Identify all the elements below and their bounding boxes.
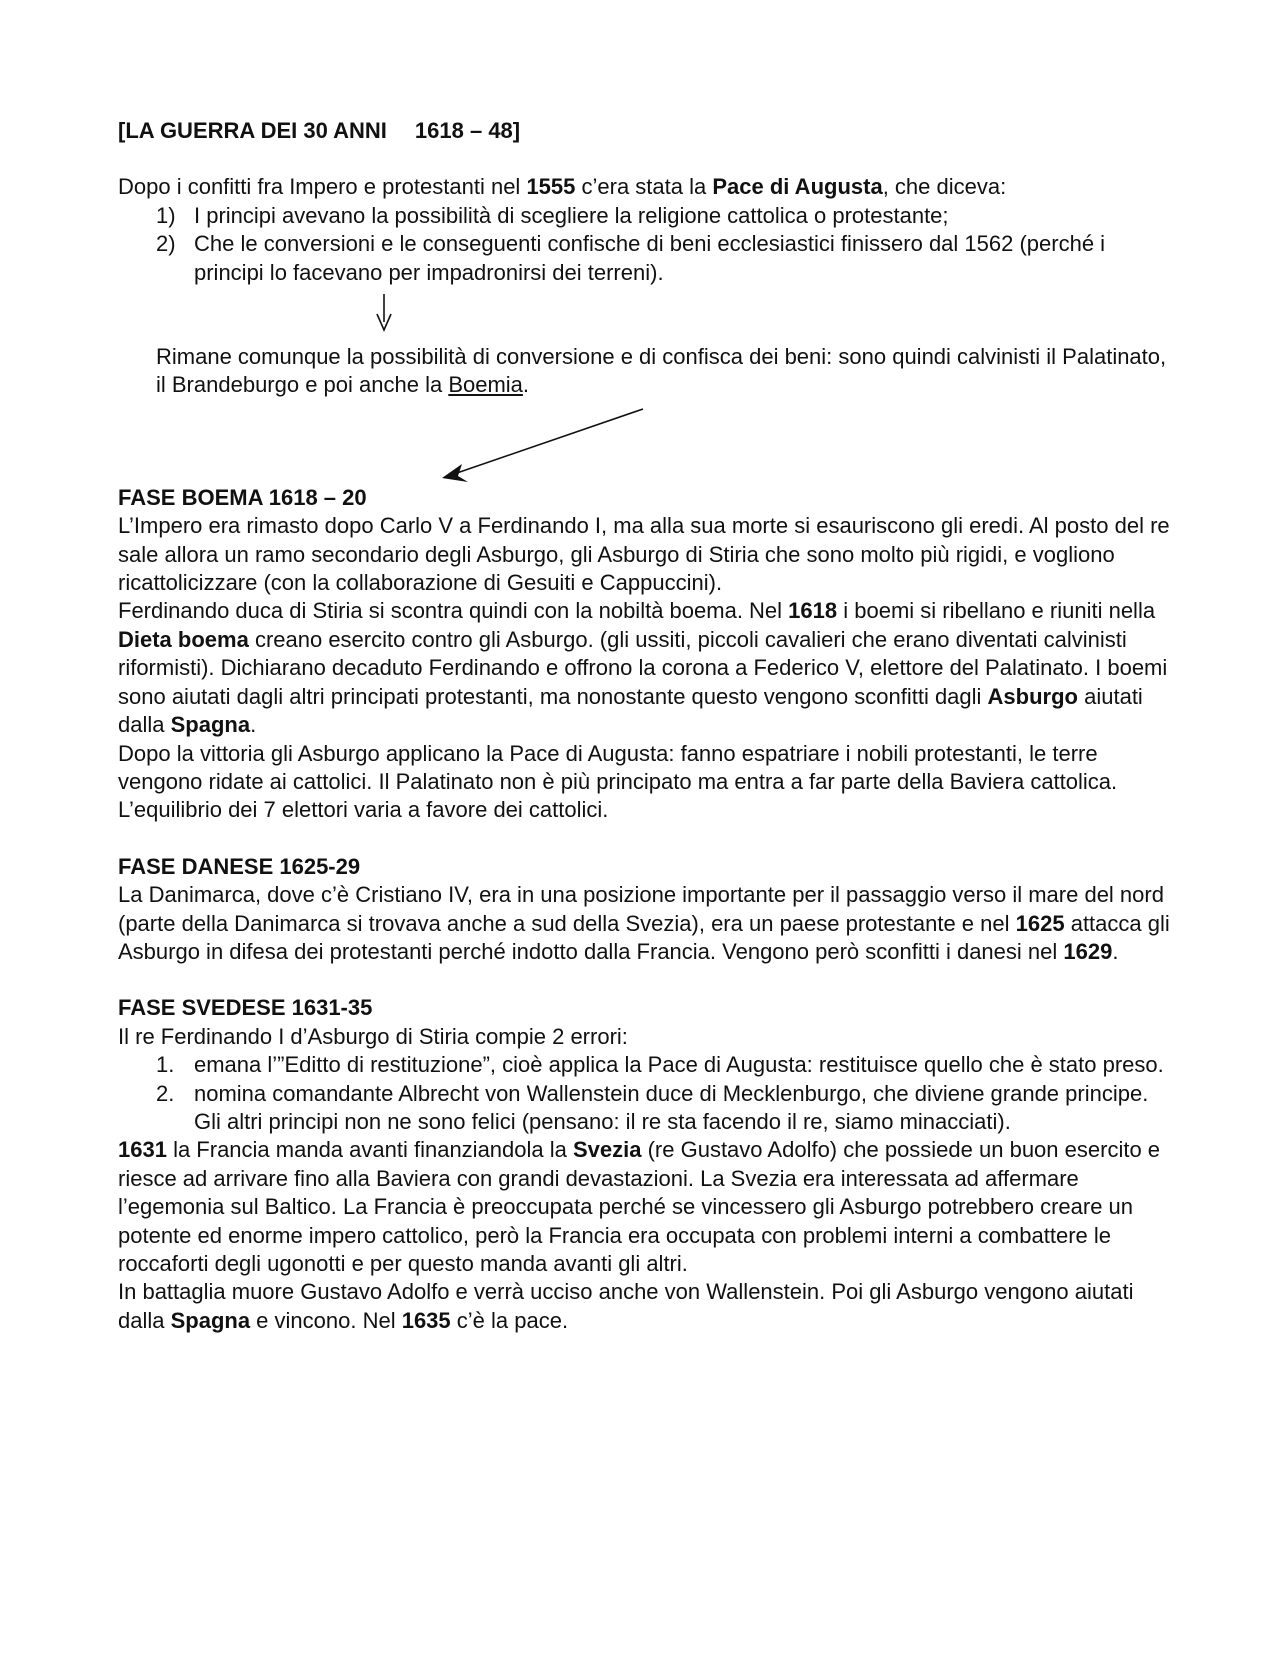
bold-year: 1629 [1063,938,1113,964]
intro-text: , che diceva: [882,174,1007,200]
section-danese [118,853,1180,967]
section-heading: FASE DANESE 1625-29 [118,853,361,879]
section-svedese [118,994,1180,1335]
page-title [118,117,1180,145]
intro-paragraph [118,173,1180,201]
boemia-underlined: Boemia [448,372,523,398]
list-number: 1) [156,202,176,228]
list-number: 2. [156,1080,175,1106]
list-text: emana l’”Editto di restituzione”, cioè applica la Pace di Augusta: restituisce quello che è stato preso. [194,1052,1164,1078]
list-number: 2) [156,231,176,257]
remain-text: . [522,372,530,398]
text: attacca gli Asburgo in difesa dei protestanti perché indotto dalla Francia. Vengono però sconfitti i danesi nel [118,910,1170,964]
text: creano esercito contro gli Asburgo. (gli ussiti, piccoli cavalieri che erano diventati calvinisti riformisti). Dichiarano decaduto Ferdinando e offrono la corona a Federico V, elettore del Palatinato. I boemi sono aiutati dagli altri principati protestanti, ma nonostante questo vengono sconfitti dagli [118,626,1168,709]
intro-list [118,202,1180,287]
paragraph: L’Impero era rimasto dopo Carlo V a Ferdinando I, ma alla sua morte si esauriscono gli eredi. Al posto del re sale allora un ramo secondario degli Asburgo, gli Asburgo di Stiria che sono molto più rigidi, e vogliono ricattolicizzare (con la collaborazione di Gesuiti e Cappuccini). [118,513,1170,596]
text: aiutati dalla [118,683,1143,738]
remain-paragraph [118,343,1180,400]
list-text: nomina comandante Albrecht von Wallenstein duce di Mecklenburgo, che diviene grande principe. Gli altri principi non ne sono felici (pensano: il re sta facendo il re, siamo minacciati). [194,1080,1149,1134]
document-body [118,117,1180,1335]
paragraph [118,1278,1180,1335]
paragraph [118,881,1180,966]
list-item [118,202,1180,230]
bold-year: 1631 [118,1137,167,1163]
bold-term: Svezia [572,1137,642,1163]
intro-text: c’era stata la [575,174,713,200]
text: e vincono. Nel [250,1307,402,1333]
title-main: [LA GUERRA DEI 30 ANNI [118,118,387,143]
text: La Danimarca, dove c’è Cristiano IV, era in una posizione importante per il passaggio verso il mare del nord (parte della Danimarca si trovava anche a sud della Svezia), era un paese protestante e nel [118,882,1164,936]
paragraph [118,597,1180,739]
text: (re Gustavo Adolfo) che possiede un buon esercito e riesce ad arrivare fino alla Baviera con grandi devastazioni. La Svezia era interessata ad affermare l’egemonia sul Baltico. La Francia è preoccupata perché se vincessero gli Asburgo potrebbero creare un potente ed enorme impero cattolico, però la Francia era occupata con problemi interni a combattere le roccaforti degli ugonotti e per questo manda avanti gli altri. [118,1137,1161,1276]
paragraph: Il re Ferdinando I d’Asburgo di Stiria compie 2 errori: [118,1023,628,1049]
paragraph: Dopo la vittoria gli Asburgo applicano la Pace di Augusta: fanno espatriare i nobili protestanti, le terre vengono ridate ai cattolici. Il Palatinato non è più principato ma entra a far parte della Baviera cattolica. L’equilibrio dei 7 elettori varia a favore dei cattolici. [118,740,1118,823]
text: In battaglia muore Gustavo Adolfo e verrà ucciso anche von Wallenstein. Poi gli Asburgo vengono aiutati dalla [118,1279,1134,1333]
list-item [118,1051,1180,1079]
text: i boemi si ribellano e riuniti nella [837,598,1156,624]
bold-term: Spagna [170,712,251,738]
section-heading: FASE SVEDESE 1631-35 [118,995,373,1021]
title-years: 1618 – 48] [414,118,521,143]
intro-text: Dopo i confitti fra Impero e protestanti nel [118,174,527,200]
list-item [118,230,1180,287]
errors-list [118,1051,1180,1136]
bold-term: Spagna [170,1307,251,1333]
bold-year: 1618 [788,598,838,624]
intro-pace: Pace di Augusta [712,174,883,200]
bold-year: 1635 [401,1307,451,1333]
text: . [1112,938,1119,964]
text: Ferdinando duca di Stiria si scontra quindi con la nobiltà boema. Nel [118,598,789,624]
section-boema [118,484,1180,825]
remain-text: Rimane comunque la possibilità di conversione e di confisca dei beni: sono quindi calvinisti il Palatinato, il Brandeburgo e poi anche la [156,344,1167,398]
text: . [250,712,257,738]
list-number: 1. [156,1052,175,1078]
list-text: Che le conversioni e le conseguenti confische di beni ecclesiastici finissero dal 1562 (perché i principi lo facevano per impadronirsi dei terreni). [194,231,1106,285]
section-heading: FASE BOEMA 1618 – 20 [118,484,367,510]
text: c’è la pace. [450,1307,569,1333]
list-text: I principi avevano la possibilità di scegliere la religione cattolica o protestante; [194,202,949,228]
bold-term: Dieta boema [118,626,249,652]
bold-year: 1625 [1015,910,1065,936]
bold-term: Asburgo [987,683,1078,709]
paragraph [118,1136,1180,1278]
text: la Francia manda avanti finanziandola la [166,1137,573,1163]
list-item [118,1080,1180,1137]
intro-year: 1555 [526,174,576,200]
